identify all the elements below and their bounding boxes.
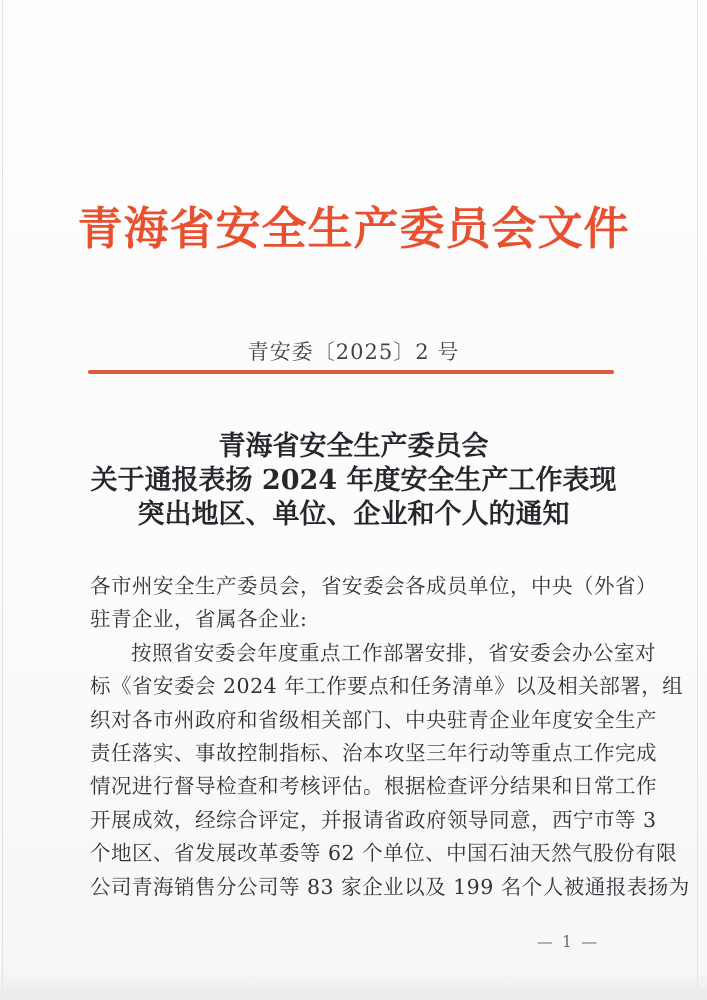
body-line: 按照省安委会年度重点工作部署安排，省安委会办公室对	[131, 640, 656, 665]
body-line: 公司青海销售分公司等 83 家企业以及 199 名个人被通报表扬为	[90, 874, 690, 899]
document-title	[0, 430, 707, 532]
body-line: 责任落实、事故控制指标、治本攻坚三年行动等重点工作完成	[90, 741, 657, 766]
document-title-line-1: 青海省安全生产委员会	[218, 431, 489, 462]
body-line: 标《省安委会 2024 年工作要点和任务清单》以及相关部署，组	[90, 674, 684, 699]
scan-edge-bottom	[0, 988, 707, 1000]
document-title-line-3: 突出地区、单位、企业和个人的通知	[137, 499, 570, 530]
body-line: 织对各市州政府和省级相关部门、中央驻青企业年度安全生产	[90, 707, 657, 732]
salutation-line: 各市州安全生产委员会，省安委会各成员单位，中央（外省）	[90, 574, 657, 598]
page-number: — 1 —	[536, 932, 600, 951]
document-title-line-2: 关于通报表扬 2024 年度安全生产工作表现	[90, 465, 617, 496]
salutation-line: 驻青企业，省属各企业:	[90, 607, 308, 632]
document-body	[90, 570, 690, 904]
body-line: 个地区、省发展改革委等 62 个单位、中国石油天然气股份有限	[90, 841, 678, 866]
document-number: 青安委〔2025〕2 号	[247, 340, 460, 364]
body-line: 开展成效，经综合评定，并报请省政府领导同意，西宁市等 3	[90, 807, 657, 832]
body-line: 情况进行督导检查和考核评估。根据检查评分结果和日常工作	[90, 774, 657, 799]
letterhead-divider-line	[88, 370, 614, 374]
letterhead-title: 青海省安全生产委员会文件	[77, 202, 630, 255]
